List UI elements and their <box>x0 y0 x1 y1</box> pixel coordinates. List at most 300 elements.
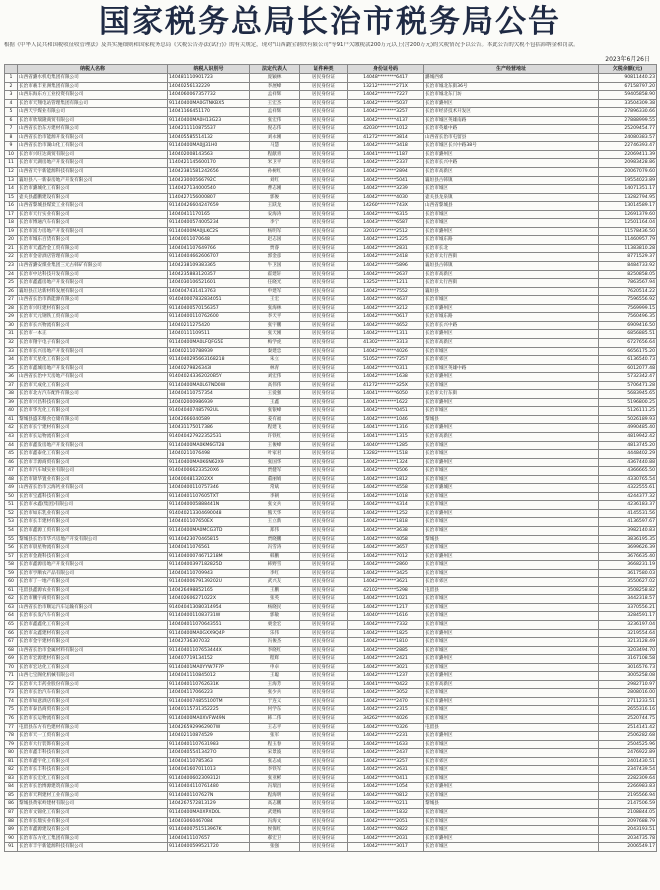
id-number: 14042********2885 <box>348 646 424 655</box>
legal-representative: 冯雪涛 <box>250 544 300 553</box>
tax-id: 140402110874529 <box>168 732 250 741</box>
legal-representative: 安海涛 <box>250 210 300 219</box>
table-row <box>5 407 657 416</box>
legal-representative: 熊天华 <box>250 509 300 518</box>
tax-id: 91140400MA0L67ND0W <box>168 381 250 390</box>
business-address: 黎城县 <box>424 800 599 809</box>
row-index: 17 <box>5 210 18 219</box>
taxpayer-name: 长治市鑫泰化工有限公司 <box>18 450 168 459</box>
arrears-amount: 2043193.51 <box>599 826 657 835</box>
tax-id: 1404265929962907W <box>168 723 250 732</box>
tax-id: 1404004813202XX <box>168 475 250 484</box>
id-number: 14042********6315 <box>348 210 424 219</box>
id-type: 居民身份证 <box>300 672 348 681</box>
id-type: 居民身份证 <box>300 74 348 83</box>
arrears-amount: 2006549.17 <box>599 843 657 852</box>
id-number: 14042********2637 <box>348 270 424 279</box>
id-number: 14042********1825 <box>348 629 424 638</box>
row-index: 85 <box>5 791 18 800</box>
business-address: 长治市城区 <box>424 526 599 535</box>
business-address: 长治市潞州区 <box>424 509 599 518</box>
id-type: 居民身份证 <box>300 313 348 322</box>
taxpayer-name: 长治市如东乳业有限公司 <box>18 509 168 518</box>
legal-representative: 许铁红 <box>250 432 300 441</box>
table-row <box>5 270 657 279</box>
arrears-amount: 3213128.49 <box>599 638 657 647</box>
business-address: 长治市城区 <box>424 450 599 459</box>
taxpayer-name: 长治市丁一地产有限公司 <box>18 578 168 587</box>
taxpayer-name: 长治市长发汽车有限公司 <box>18 612 168 621</box>
arrears-amount: 2514141.42 <box>599 723 657 732</box>
arrears-amount: 8250858.05 <box>599 270 657 279</box>
business-address: 长治市高新区 <box>424 680 599 689</box>
row-index: 70 <box>5 663 18 672</box>
table-row <box>5 321 657 330</box>
legal-representative: 王俊峰 <box>250 441 300 450</box>
table-row <box>5 381 657 390</box>
table-row <box>5 91 657 100</box>
id-type: 居民身份证 <box>300 603 348 612</box>
taxpayer-name: 长治市天利建材工业有限公司 <box>18 791 168 800</box>
business-address: 屯留县 <box>424 723 599 732</box>
business-address: 长治市城区 <box>424 544 599 553</box>
table-row <box>5 390 657 399</box>
id-number: 42102********5298 <box>348 586 424 595</box>
table-row <box>5 603 657 612</box>
tax-id: 1140427156000807 <box>168 193 250 202</box>
taxpayer-name: 长治市城东百货有限公司 <box>18 236 168 245</box>
id-type: 居民身份证 <box>300 91 348 100</box>
id-type: 居民身份证 <box>300 424 348 433</box>
id-type: 居民身份证 <box>300 407 348 416</box>
arrears-amount: 5196800.25 <box>599 398 657 407</box>
id-type: 居民身份证 <box>300 236 348 245</box>
tax-id: 91140400602309312I <box>168 774 250 783</box>
table-row <box>5 219 657 228</box>
business-address: 长治市潞州区 <box>424 424 599 433</box>
legal-representative: 李红 <box>250 569 300 578</box>
business-address: 长治市城区 <box>424 715 599 724</box>
id-number: 14042********1832 <box>348 809 424 818</box>
taxpayer-name: 长治市如意酒店有限公司 <box>18 697 168 706</box>
table-row <box>5 262 657 271</box>
taxpayer-name: 长治市北方汽车配件有限公司 <box>18 390 168 399</box>
legal-representative: 栗金宏 <box>250 621 300 630</box>
taxpayer-name: 长治市天翔电站管理集团有限公司 <box>18 99 168 108</box>
taxpayer-name: 长治市天元钢铁工贸有限公司 <box>18 313 168 322</box>
row-index: 11 <box>5 159 18 168</box>
id-type: 居民身份证 <box>300 287 348 296</box>
taxpayer-name: 长治市兴旺建材有限公司 <box>18 304 168 313</box>
id-number: 14042********0822 <box>348 826 424 835</box>
business-address: 长治市城区 <box>424 210 599 219</box>
business-address: 长治市潞州区 <box>424 304 599 313</box>
business-address: 长治市潞州区 <box>424 629 599 638</box>
arrears-amount: 3219554.64 <box>599 629 657 638</box>
table-row <box>5 732 657 741</box>
id-type: 居民身份证 <box>300 364 348 373</box>
table-row <box>5 193 657 202</box>
id-type: 居民身份证 <box>300 279 348 288</box>
taxpayer-name: 长治市长丰建材有限公司 <box>18 518 168 527</box>
row-index: 88 <box>5 817 18 826</box>
row-index: 55 <box>5 535 18 544</box>
arrears-amount: 3005258.08 <box>599 672 657 681</box>
legal-representative: 武兴友 <box>250 578 300 587</box>
row-index: 45 <box>5 450 18 459</box>
id-type: 居民身份证 <box>300 595 348 604</box>
arrears-amount: 4322555.61 <box>599 484 657 493</box>
legal-representative: 侯保红 <box>250 826 300 835</box>
arrears-amount: 4136597.67 <box>599 518 657 527</box>
taxpayer-name: 长治市华光化工有限公司 <box>18 407 168 416</box>
table-row <box>5 74 657 83</box>
taxpayer-name: 长治市长运物流有限公司 <box>18 715 168 724</box>
table-row <box>5 142 657 151</box>
table-row <box>5 287 657 296</box>
legal-representative: 郭敏 <box>250 612 300 621</box>
legal-representative: 米卫平 <box>250 159 300 168</box>
row-index: 4 <box>5 99 18 108</box>
taxpayer-name: 山西省潞水机电集团有限公司 <box>18 74 168 83</box>
legal-representative: 张英 <box>250 595 300 604</box>
legal-representative: 郝宏卫 <box>250 834 300 843</box>
arrears-amount: 5126111.25 <box>599 407 657 416</box>
arrears-amount: 2108844.05 <box>599 809 657 818</box>
business-address: 黎城县 <box>424 415 599 424</box>
arrears-amount: 3550627.02 <box>599 578 657 587</box>
business-address: 长治市城区英雄南路 <box>424 116 599 125</box>
arrears-amount: 3167108.58 <box>599 655 657 664</box>
table-row <box>5 304 657 313</box>
row-index: 61 <box>5 586 18 595</box>
tax-id: 91140401MA0YYW7F7P <box>168 663 250 672</box>
tax-id: 1404041110845012 <box>168 672 250 681</box>
legal-representative: 李朝 <box>250 492 300 501</box>
id-type: 居民身份证 <box>300 219 348 228</box>
legal-representative: 杨晓民 <box>250 603 300 612</box>
tax-id: 91140401107627N <box>168 791 250 800</box>
business-address: 长治市城区 <box>424 467 599 476</box>
id-number: 42030********1012 <box>348 125 424 134</box>
tax-id: 91140400570156357 <box>168 304 250 313</box>
business-address: 长治市高新区 <box>424 338 599 347</box>
tax-id: 91140400110762600 <box>168 313 250 322</box>
id-type: 居民身份证 <box>300 843 348 852</box>
business-address: 长治市潞州区 <box>424 732 599 741</box>
id-type: 居民身份证 <box>300 356 348 365</box>
tax-id: 914040007832834051 <box>168 296 250 305</box>
row-index: 21 <box>5 244 18 253</box>
header-taxpayer-name: 纳税人名称 <box>18 65 168 74</box>
id-type: 居民身份证 <box>300 817 348 826</box>
legal-representative: 孙树红 <box>250 168 300 177</box>
arrears-amount: 2506282.68 <box>599 732 657 741</box>
arrears-amount: 3284591.17 <box>599 612 657 621</box>
table-row <box>5 586 657 595</box>
legal-representative: 倪志伟 <box>250 125 300 134</box>
tax-id: 91140400MA0H13G23 <box>168 116 250 125</box>
taxpayer-name: 长治市丰源商贸有限公司 <box>18 458 168 467</box>
taxpayer-name: 山西省长治市金属材料有限公司 <box>18 646 168 655</box>
id-type: 居民身份证 <box>300 552 348 561</box>
taxpayer-name: 长治市金鹿科技有限公司 <box>18 552 168 561</box>
business-address: 长治市太行西街 <box>424 279 599 288</box>
id-type: 居民身份证 <box>300 586 348 595</box>
taxpayer-name: 长治市鑫丰科技有限公司 <box>18 749 168 758</box>
id-number: 14042********0211 <box>348 800 424 809</box>
id-number: 14042********4314 <box>348 501 424 510</box>
legal-representative: 刘永刚 <box>250 133 300 142</box>
id-type: 居民身份证 <box>300 142 348 151</box>
id-number: 14042********3021 <box>348 663 424 672</box>
taxpayer-name: 长治市鑫鑫化工有限公司 <box>18 621 168 630</box>
taxpayer-name: 长治市兴昌科技有限公司 <box>18 398 168 407</box>
taxpayer-name: 长治市博通汽车有限公司 <box>18 219 168 228</box>
tax-id: 140403060467084 <box>168 817 250 826</box>
row-index: 34 <box>5 356 18 365</box>
arrears-amount: 8484733.92 <box>599 262 657 271</box>
business-address: 长治市城区 <box>424 826 599 835</box>
table-row <box>5 133 657 142</box>
legal-representative: 李展峰 <box>250 82 300 91</box>
legal-representative: 王鑫 <box>250 398 300 407</box>
arrears-amount: 2504525.96 <box>599 740 657 749</box>
legal-representative: 贾晓鹏 <box>250 535 300 544</box>
legal-representative: 程献青 <box>250 150 300 159</box>
row-index: 73 <box>5 689 18 698</box>
row-index: 58 <box>5 561 18 570</box>
business-address: 长治市郊区 <box>424 578 599 587</box>
tax-id: 914040407485792UL <box>168 407 250 416</box>
taxpayer-name: 长治市东方化工集团有限公司 <box>18 834 168 843</box>
business-address: 长治市城区英雄中路 <box>424 364 599 373</box>
table-row <box>5 740 657 749</box>
row-index: 16 <box>5 202 18 211</box>
row-index: 50 <box>5 492 18 501</box>
id-number: 14042********4558 <box>348 484 424 493</box>
legal-representative: 张国华 <box>250 458 300 467</box>
row-index: 47 <box>5 467 18 476</box>
row-index: 42 <box>5 424 18 433</box>
id-type: 居民身份证 <box>300 227 348 236</box>
id-number: 14042********3425 <box>348 569 424 578</box>
legal-representative: 张宇鹏 <box>250 321 300 330</box>
id-type: 居民身份证 <box>300 347 348 356</box>
row-index: 1 <box>5 74 18 83</box>
row-index: 90 <box>5 834 18 843</box>
taxpayer-name: 山西省长治市湖山化工有限公司 <box>18 142 168 151</box>
id-number: 14042********3621 <box>348 578 424 587</box>
legal-representative: 程建飞 <box>250 424 300 433</box>
table-row <box>5 501 657 510</box>
row-index: 38 <box>5 390 18 399</box>
id-type: 居民身份证 <box>300 732 348 741</box>
taxpayer-name: 长治市永鑫(集团)有限公司 <box>18 501 168 510</box>
business-address: 长治市长北 <box>424 244 599 253</box>
arrears-amount: 3676635.40 <box>599 552 657 561</box>
arrears-amount: 7620514.22 <box>599 287 657 296</box>
id-type: 居民身份证 <box>300 432 348 441</box>
row-index: 32 <box>5 338 18 347</box>
arrears-amount: 2347439.54 <box>599 766 657 775</box>
tax-id: 9114040074855100TM <box>168 697 250 706</box>
taxpayer-name: 黎城县黄家岭建材有限公司 <box>18 800 168 809</box>
business-address: 长治市英雄中路 <box>424 125 599 134</box>
business-address: 长治市郊区 <box>424 757 599 766</box>
id-number: 14042********7552 <box>348 287 424 296</box>
legal-representative: 张海林 <box>250 304 300 313</box>
tax-id: 91140400074671218M <box>168 552 250 561</box>
id-type: 居民身份证 <box>300 244 348 253</box>
row-index: 19 <box>5 227 18 236</box>
table-row <box>5 150 657 159</box>
id-type: 居民身份证 <box>300 390 348 399</box>
legal-representative: 申卓 <box>250 663 300 672</box>
table-row <box>5 526 657 535</box>
id-number: 14042********0411 <box>348 774 424 783</box>
table-row <box>5 809 657 818</box>
business-address: 长治市潞州区 <box>424 655 599 664</box>
row-index: 5 <box>5 108 18 117</box>
taxpayer-name: 长治市长兴房地产开发有限公司 <box>18 347 168 356</box>
arrears-amount: 67158797.20 <box>599 82 657 91</box>
table-row <box>5 210 657 219</box>
row-index: 80 <box>5 749 18 758</box>
row-index: 60 <box>5 578 18 587</box>
tax-id: 14040411107657 <box>168 834 250 843</box>
table-row <box>5 757 657 766</box>
tax-id: 140404110709943 <box>168 569 250 578</box>
business-address: 长治市城北东门坊 <box>424 91 599 100</box>
table-row <box>5 253 657 262</box>
taxpayer-name: 山西省长治市新能源有限公司 <box>18 296 168 305</box>
id-number: 14042********1810 <box>348 638 424 647</box>
id-number: 14041********0422 <box>348 680 424 689</box>
table-row <box>5 296 657 305</box>
arrears-amount: 27896330.66 <box>599 108 657 117</box>
business-address: 山西省黎城县 <box>424 202 599 211</box>
row-index: 75 <box>5 706 18 715</box>
arrears-amount: 4819942.42 <box>599 432 657 441</box>
arrears-amount: 27888999.55 <box>599 116 657 125</box>
taxpayer-name: 长治市亨顺农产品有限公司 <box>18 569 168 578</box>
id-number: 14042********2421 <box>348 655 424 664</box>
tax-id: 91140400MA0JJ31H0 <box>168 142 250 151</box>
row-index: 59 <box>5 569 18 578</box>
id-number: 14042********2631 <box>348 766 424 775</box>
business-address: 长治市城区 <box>424 740 599 749</box>
id-type: 居民身份证 <box>300 809 348 818</box>
arrears-amount: 6012077.48 <box>599 364 657 373</box>
arrears-amount: 7560496.35 <box>599 313 657 322</box>
arrears-amount: 22746393.47 <box>599 142 657 151</box>
taxpayer-name: 长治市鑫城房地产开发有限公司 <box>18 364 168 373</box>
tax-id: 140405585514132 <box>168 133 250 142</box>
id-type: 居民身份证 <box>300 415 348 424</box>
legal-representative: 高志鹏 <box>250 800 300 809</box>
legal-representative: 朱立 <box>250 356 300 365</box>
business-address: 长治市长兴中路 <box>424 159 599 168</box>
tax-id: 140404110785363 <box>168 757 250 766</box>
business-address: 屯留县 <box>424 586 599 595</box>
id-type: 居民身份证 <box>300 202 348 211</box>
business-address: 潞城西郊 <box>424 74 599 83</box>
table-row <box>5 108 657 117</box>
arrears-amount: 2476922.89 <box>599 749 657 758</box>
tax-id: 1404238109383365 <box>168 262 250 271</box>
id-type: 居民身份证 <box>300 108 348 117</box>
id-number: 14042********4030 <box>348 193 424 202</box>
id-number: 14042********1638 <box>348 373 424 382</box>
business-address: 黎城县 <box>424 535 599 544</box>
business-address: 长治市城区 <box>424 749 599 758</box>
id-number: 14042********0506 <box>348 467 424 476</box>
business-address: 长治市高新区 <box>424 270 599 279</box>
tax-id: 91140401107653444X <box>168 646 250 655</box>
tax-id: 91140400MA0XPXD0L <box>168 809 250 818</box>
arrears-amount: 2266983.83 <box>599 783 657 792</box>
id-number: 13212********271X <box>348 82 424 91</box>
business-address: 长治市潞州区 <box>424 834 599 843</box>
business-address: 长治市城区 <box>424 774 599 783</box>
id-type: 居民身份证 <box>300 270 348 279</box>
id-type: 居民身份证 <box>300 612 348 621</box>
arrears-amount: 3699626.39 <box>599 544 657 553</box>
tax-id: 140481110901723 <box>168 74 250 83</box>
id-number: 14042********5041 <box>348 176 424 185</box>
table-row <box>5 364 657 373</box>
publish-date: 2023年6月26日 <box>605 56 650 63</box>
row-index: 64 <box>5 612 18 621</box>
business-address: 长治市城区 <box>424 185 599 194</box>
taxpayer-name: 黎城县长治市华兴房地产开发有限公司 <box>18 535 168 544</box>
arrears-amount: 2520744.75 <box>599 715 657 724</box>
table-row <box>5 227 657 236</box>
business-address: 长治市城区 <box>424 501 599 510</box>
business-address: 长治市城区 <box>424 475 599 484</box>
table-row <box>5 826 657 835</box>
table-row <box>5 492 657 501</box>
taxpayer-name: 襄垣县正达新材料发展有限公司 <box>18 287 168 296</box>
id-type: 居民身份证 <box>300 99 348 108</box>
legal-representative: 冯瑞昌 <box>250 783 300 792</box>
arrears-amount: 4366665.50 <box>599 467 657 476</box>
table-row <box>5 159 657 168</box>
business-address: 长治市潞州区 <box>424 783 599 792</box>
table-row <box>5 638 657 647</box>
id-number: 14041********1187 <box>348 150 424 159</box>
table-row <box>5 475 657 484</box>
legal-representative: 牛卫国 <box>250 262 300 271</box>
taxpayer-name: 长治市长宏化工有限公司 <box>18 774 168 783</box>
row-index: 36 <box>5 373 18 382</box>
id-type: 居民身份证 <box>300 638 348 647</box>
business-address: 襄垣县古韩镇 <box>424 262 599 271</box>
legal-representative: 冯海文 <box>250 817 300 826</box>
table-row <box>5 176 657 185</box>
business-address: 长治市城区 <box>424 561 599 570</box>
id-type: 居民身份证 <box>300 398 348 407</box>
arrears-amount: 6136540.73 <box>599 356 657 365</box>
table-row <box>5 116 657 125</box>
legal-representative: 秦建忠 <box>250 347 300 356</box>
business-address: 长治市城区 <box>424 595 599 604</box>
arrears-amount: 3236197.04 <box>599 621 657 630</box>
arrears-amount: 2147506.59 <box>599 800 657 809</box>
id-type: 居民身份证 <box>300 381 348 390</box>
arrears-amount: 4145531.56 <box>599 509 657 518</box>
